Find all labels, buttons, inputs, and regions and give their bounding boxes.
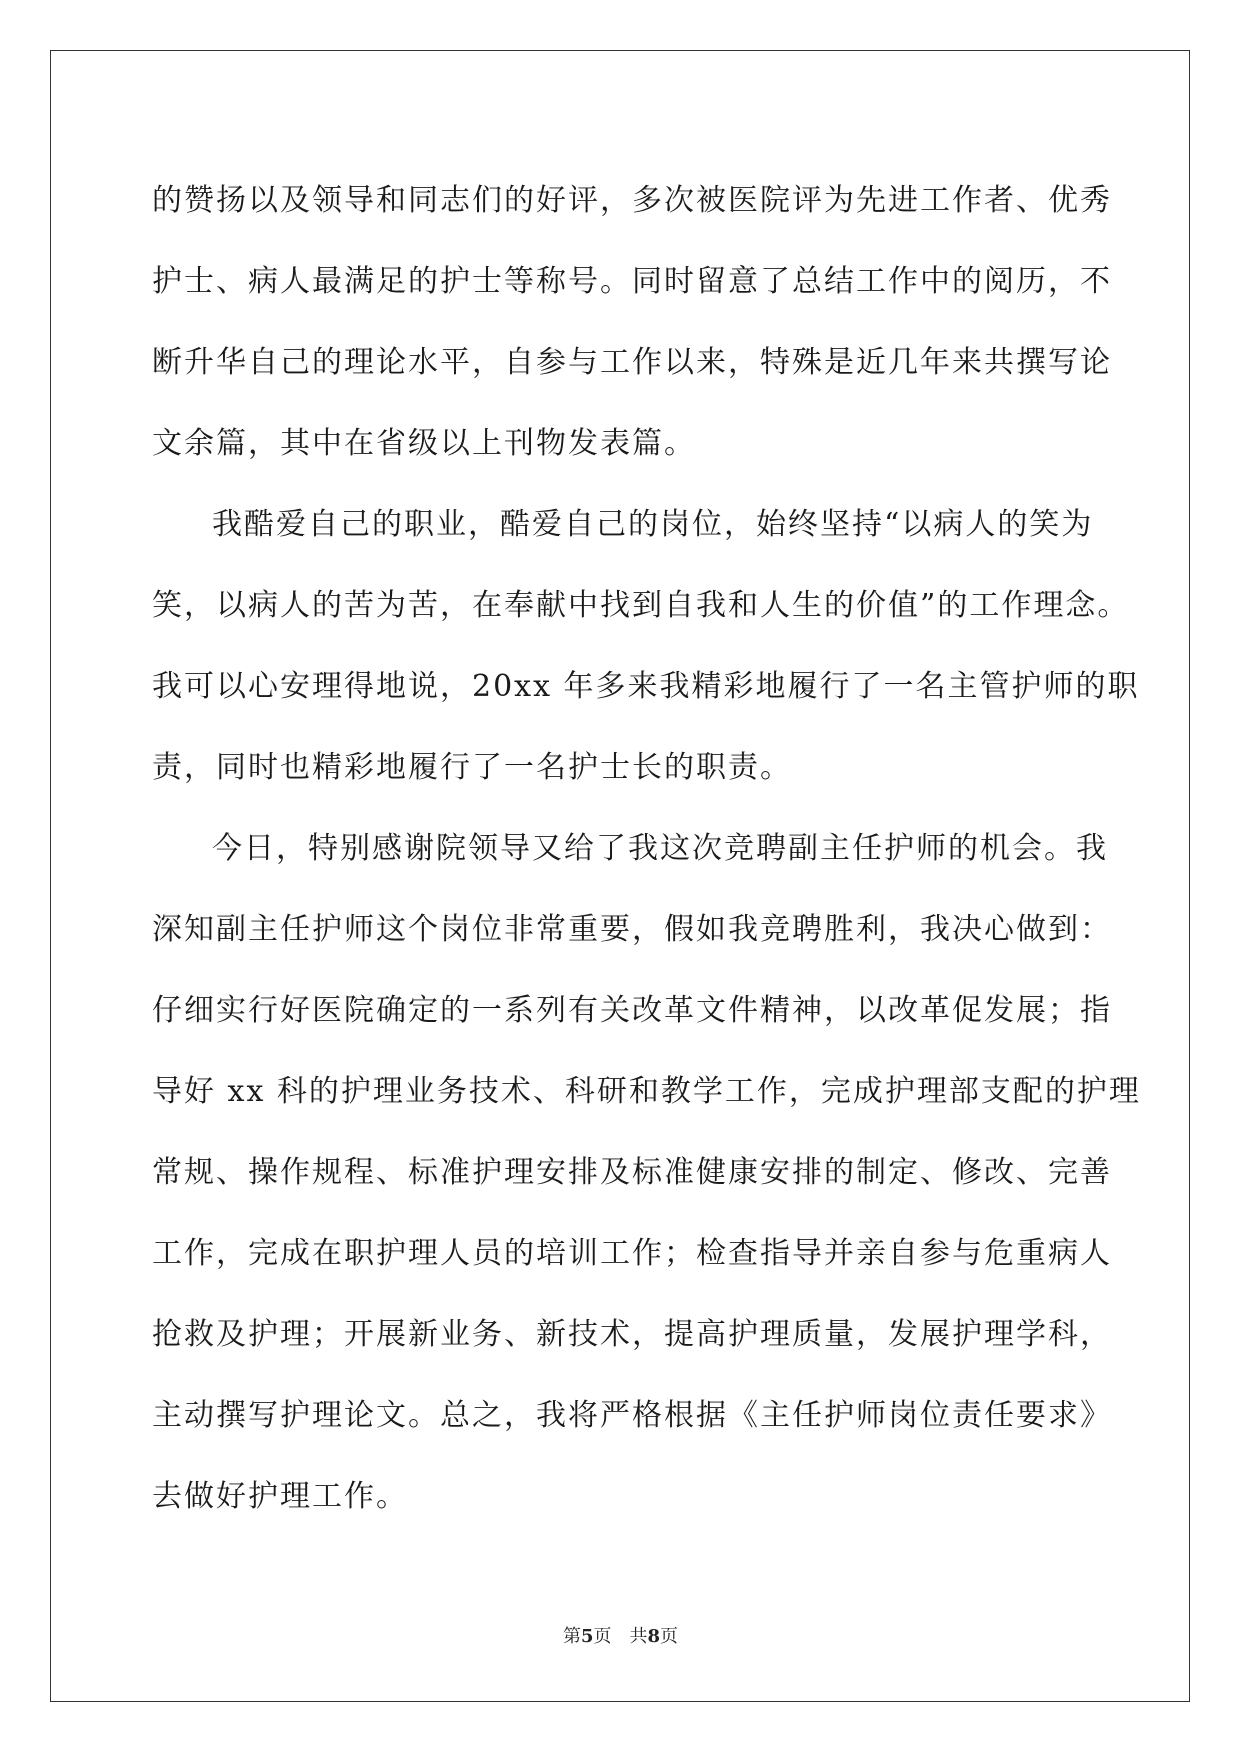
text-line: 去做好护理工作。 xyxy=(152,1479,408,1514)
document-body xyxy=(152,160,1141,1537)
text-line: 断升华自己的理论水平，自参与工作以来，特殊是近几年来共撰写论 xyxy=(152,345,1112,380)
page-prefix: 第 xyxy=(562,1626,581,1647)
text-line: 主动撰写护理论文。总之，我将严格根据《主任护师岗位责任要求》 xyxy=(152,1398,1112,1433)
page-suffix: 页 xyxy=(593,1626,612,1647)
text-line: 今日，特别感谢院领导又给了我这次竞聘副主任护师的机会。我 xyxy=(212,831,1108,866)
text-line: 抢救及护理；开展新业务、新技术，提高护理质量，发展护理学科， xyxy=(152,1317,1112,1352)
text-line: 导好 xx 科的护理业务技术、科研和教学工作，完成护理部支配的护理 xyxy=(152,1074,1141,1109)
total-prefix: 共 xyxy=(629,1626,648,1647)
total-suffix: 页 xyxy=(660,1626,679,1647)
text-line: 我酷爱自己的职业，酷爱自己的岗位，始终坚持“以病人的笑为 xyxy=(212,507,1094,542)
paragraph-3 xyxy=(152,808,1141,1537)
text-line: 工作，完成在职护理人员的培训工作；检查指导并亲自参与危重病人 xyxy=(152,1236,1112,1271)
paragraph-2 xyxy=(152,484,1140,808)
text-line: 责，同时也精彩地履行了一名护士长的职责。 xyxy=(152,750,792,785)
text-line: 笑，以病人的苦为苦，在奉献中找到自我和人生的价值”的工作理念。 xyxy=(152,588,1130,623)
paragraph-1 xyxy=(152,160,1112,484)
page-number-footer xyxy=(0,1622,1241,1648)
text-line: 文余篇，其中在省级以上刊物发表篇。 xyxy=(152,426,696,461)
text-line: 常规、操作规程、标准护理安排及标准健康安排的制定、修改、完善 xyxy=(152,1155,1112,1190)
text-line: 我可以心安理得地说，20xx 年多来我精彩地履行了一名主管护师的职 xyxy=(152,669,1140,704)
text-line: 仔细实行好医院确定的一系列有关改革文件精神，以改革促发展；指 xyxy=(152,993,1112,1028)
text-line: 的赞扬以及领导和同志们的好评，多次被医院评为先进工作者、优秀 xyxy=(152,183,1112,218)
text-line: 护士、病人最满足的护士等称号。同时留意了总结工作中的阅历，不 xyxy=(152,264,1112,299)
total-page-count: 8 xyxy=(647,1626,661,1647)
current-page-number: 5 xyxy=(580,1626,594,1647)
text-line: 深知副主任护师这个岗位非常重要，假如我竞聘胜利，我决心做到： xyxy=(152,912,1112,947)
